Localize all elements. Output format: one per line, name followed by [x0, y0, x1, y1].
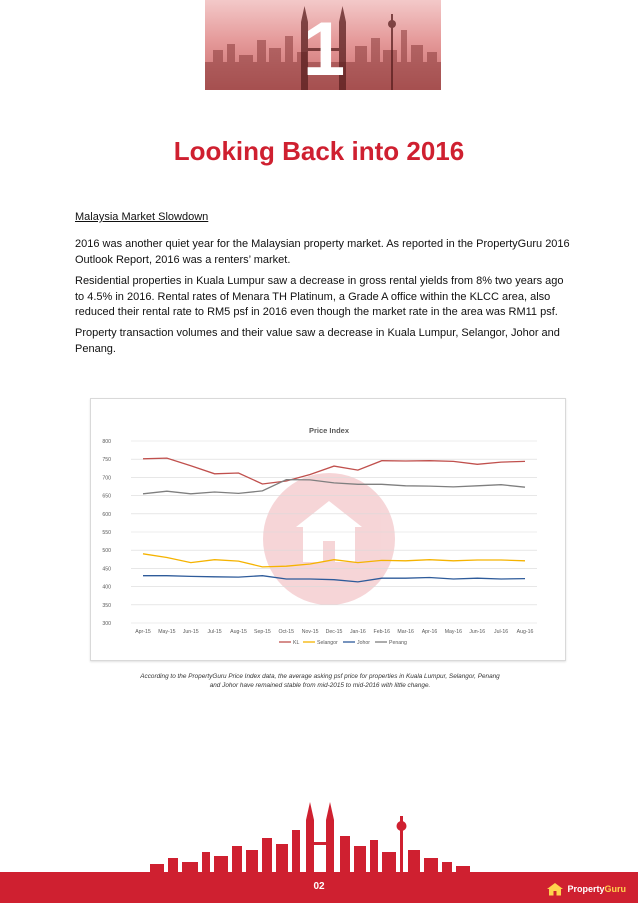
y-tick-label: 650 — [102, 493, 111, 500]
y-tick-label: 800 — [102, 439, 111, 445]
chart-caption: According to the PropertyGuru Price Index data, the average asking psf price for properties in Kuala Lumpur, Selangor, Penang and Johor have remained stable from mid-2015 to mid-2016 with little change. — [140, 673, 500, 689]
x-tick-label: Dec-15 — [325, 629, 343, 635]
logo-text-main: Property — [567, 884, 605, 894]
watermark-logo — [263, 473, 395, 605]
x-tick-label: Jun-16 — [469, 629, 486, 635]
paragraph-3: Property transaction volumes and their value saw a decrease in Kuala Lumpur, Selangor, Johor and Penang. — [75, 327, 560, 355]
page-title: Looking Back into 2016 — [173, 136, 465, 166]
x-tick-label: May-16 — [444, 629, 463, 635]
x-tick-label: Aug-15 — [230, 629, 247, 635]
y-tick-label: 350 — [102, 602, 111, 609]
legend-entry: KL — [293, 640, 300, 646]
x-tick-label: Apr-16 — [421, 629, 438, 635]
paragraph-2: Residential properties in Kuala Lumpur saw a decrease in gross rental yields from 8% two years ago to 4.5% in 2016. Rental rates of Menara TH Platinum, a Grade A office within the KLCC area, also reduced their rental rate to RM5 psf in 2016 even though the market rate in the area was RM11 psf. — [75, 275, 564, 318]
x-tick-label: Jul-15 — [207, 629, 222, 635]
chart-title: Price Index — [308, 426, 350, 435]
chart-canvas — [91, 399, 567, 662]
x-tick-label: Aug-16 — [516, 629, 534, 635]
x-tick-label: Feb-16 — [373, 629, 390, 635]
y-tick-label: 750 — [102, 457, 111, 464]
page-footer — [0, 874, 638, 903]
price-index-chart — [90, 398, 566, 661]
x-tick-label: May-15 — [158, 629, 176, 635]
logo-text-accent: Guru — [604, 884, 626, 894]
x-tick-label: Sep-15 — [254, 629, 271, 635]
y-tick-label: 550 — [102, 530, 111, 536]
legend-entry: Penang — [389, 640, 407, 646]
x-tick-label: Mar-16 — [397, 629, 414, 635]
x-tick-label: Nov-15 — [301, 629, 319, 635]
y-tick-label: 600 — [102, 511, 111, 518]
x-tick-label: Apr-15 — [135, 629, 151, 635]
x-tick-label: Jan-16 — [349, 629, 366, 635]
y-tick-label: 450 — [102, 566, 111, 573]
hero-banner — [205, 0, 441, 90]
x-tick-label: Jul-16 — [494, 629, 509, 635]
legend-entry: Selangor — [317, 640, 338, 646]
section-heading: Malaysia Market Slowdown — [75, 211, 209, 223]
legend-entry: Johor — [357, 640, 370, 646]
house-logo-icon — [546, 882, 564, 896]
y-tick-label: 300 — [102, 621, 111, 627]
y-tick-label: 700 — [102, 475, 111, 482]
x-tick-label: Jun-15 — [182, 629, 199, 635]
y-tick-label: 400 — [102, 584, 111, 591]
page-number: 02 — [313, 881, 325, 892]
logo-text — [567, 884, 626, 894]
kl-skyline-graphic — [0, 790, 638, 878]
x-tick-label: Oct-15 — [278, 629, 295, 635]
y-tick-label: 500 — [102, 548, 111, 555]
section-number: 1 — [302, 7, 344, 90]
propertyguru-logo — [546, 881, 626, 897]
paragraph-1: 2016 was another quiet year for the Malaysian property market. As reported in the PropertyGuru 2016 Outlook Report, 2016 was a renters’ market. — [75, 238, 570, 266]
